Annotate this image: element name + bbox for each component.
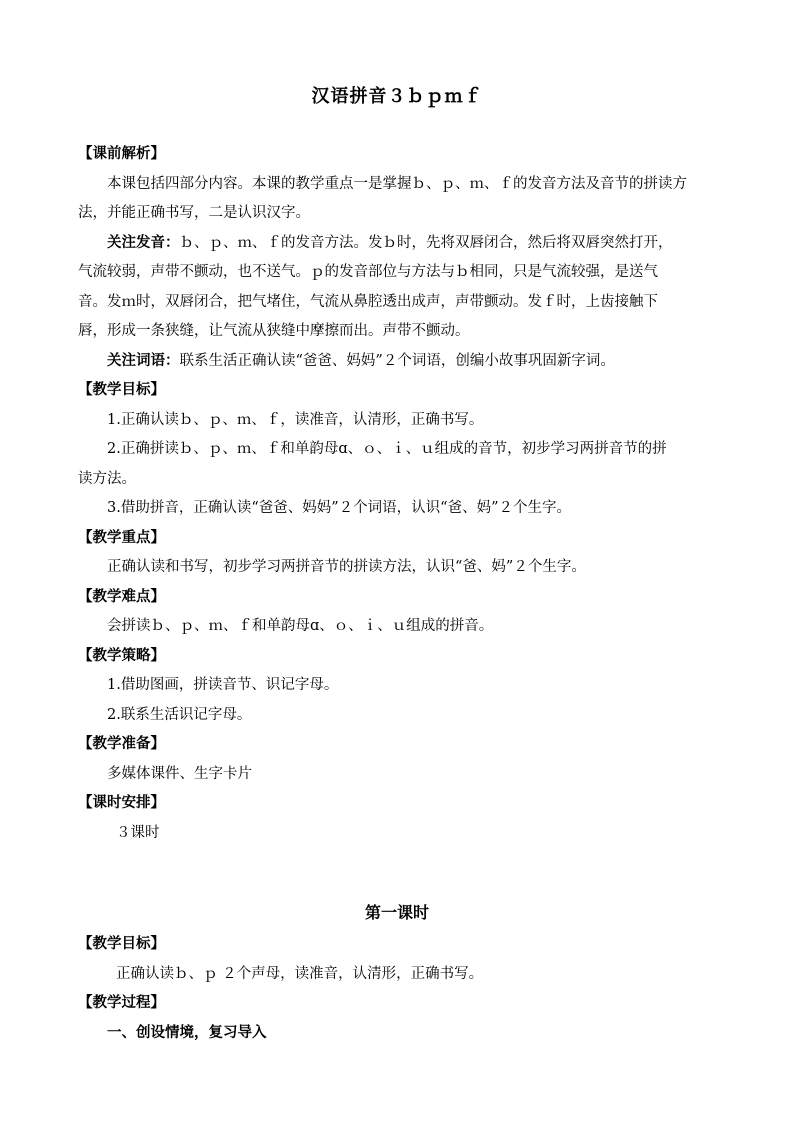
difficulties-heading: 【教学难点】	[78, 588, 165, 605]
goal-item-2-line1: 2.正确拼读ｂ、ｐ、ｍ、ｆ和单韵母ɑ、ｏ、ｉ、ｕ组成的音节，初步学习两拼音节的拼	[107, 441, 667, 457]
lesson1-process-heading: 【教学过程】	[78, 995, 165, 1011]
lesson1-goals-text: 正确认读ｂ、ｐ ２个声母，读准音，认清形，正确书写。	[116, 965, 484, 982]
goal-item-3: 3.借助拼音，正确认读“爸爸、妈妈”２个词语，认识“爸、妈”２个生字。	[107, 500, 571, 516]
words-line	[78, 347, 718, 377]
pronunciation-label: 关注发音：	[107, 234, 180, 251]
goal-item-1: 1.正确认读ｂ、ｐ、ｍ、ｆ，读准音，认清形，正确书写。	[107, 411, 484, 428]
goal-item-2-line2: 读方法。	[78, 470, 136, 487]
document-title: 汉语拼音３ｂｐｍｆ	[311, 86, 483, 107]
difficulties-text: 会拼读ｂ、ｐ、ｍ、ｆ和单韵母ɑ、ｏ、ｉ、ｕ组成的拼音。	[107, 618, 494, 634]
analysis-intro-line2: 法，并能正确书写，二是认识汉字。	[78, 205, 310, 221]
analysis-heading: 【课前解析】	[78, 146, 165, 162]
schedule-text: ３课时	[116, 824, 160, 841]
lesson1-goals-heading: 【教学目标】	[78, 936, 165, 952]
strategy-item-2: 2.联系生活识记字母。	[107, 706, 252, 723]
goals-heading: 【教学目标】	[78, 382, 165, 398]
pronunciation-line2: 气流较弱，声带不颤动，也不送气。ｐ的发音部位与方法与ｂ相同，只是气流较强，是送气	[78, 264, 658, 280]
pronunciation-line1	[78, 229, 718, 259]
pronunciation-line3: 音。发ｍ时，双唇闭合，把气堵住，气流从鼻腔透出成声，声带颤动。发ｆ时，上齿接触下	[78, 293, 658, 310]
lesson1-body	[78, 930, 718, 1048]
analysis-intro-line1: 本课包括四部分内容。本课的教学重点一是掌握ｂ、ｐ、ｍ、ｆ的发音方法及音节的拼读方	[107, 175, 687, 192]
document-body	[78, 140, 718, 848]
strategy-item-1: 1.借助图画，拼读音节、识记字母。	[107, 677, 339, 693]
words-label: 关注词语：	[107, 352, 180, 369]
strategy-heading: 【教学策略】	[78, 647, 165, 664]
pronunciation-line4: 唇，形成一条狭缝，让气流从狭缝中摩擦而出。声带不颤动。	[78, 323, 470, 339]
lesson1-step-1: 一、创设情境，复习导入	[107, 1024, 267, 1041]
preparation-heading: 【教学准备】	[78, 736, 165, 752]
key-points-heading: 【教学重点】	[78, 529, 165, 546]
schedule-heading: 【课时安排】	[78, 795, 165, 811]
words-text: 联系生活正确认读“爸爸、妈妈”２个词语，创编小故事巩固新字词。	[179, 352, 615, 369]
key-points-text: 正确认读和书写，初步学习两拼音节的拼读方法，认识“爸、妈”２个生字。	[107, 559, 586, 575]
lesson1-title: 第一课时	[364, 903, 429, 922]
pronunciation-text: ｂ、ｐ、ｍ、ｆ的发音方法。发ｂ时，先将双唇闭合，然后将双唇突然打开，	[179, 234, 673, 251]
preparation-text: 多媒体课件、生字卡片	[107, 765, 252, 782]
